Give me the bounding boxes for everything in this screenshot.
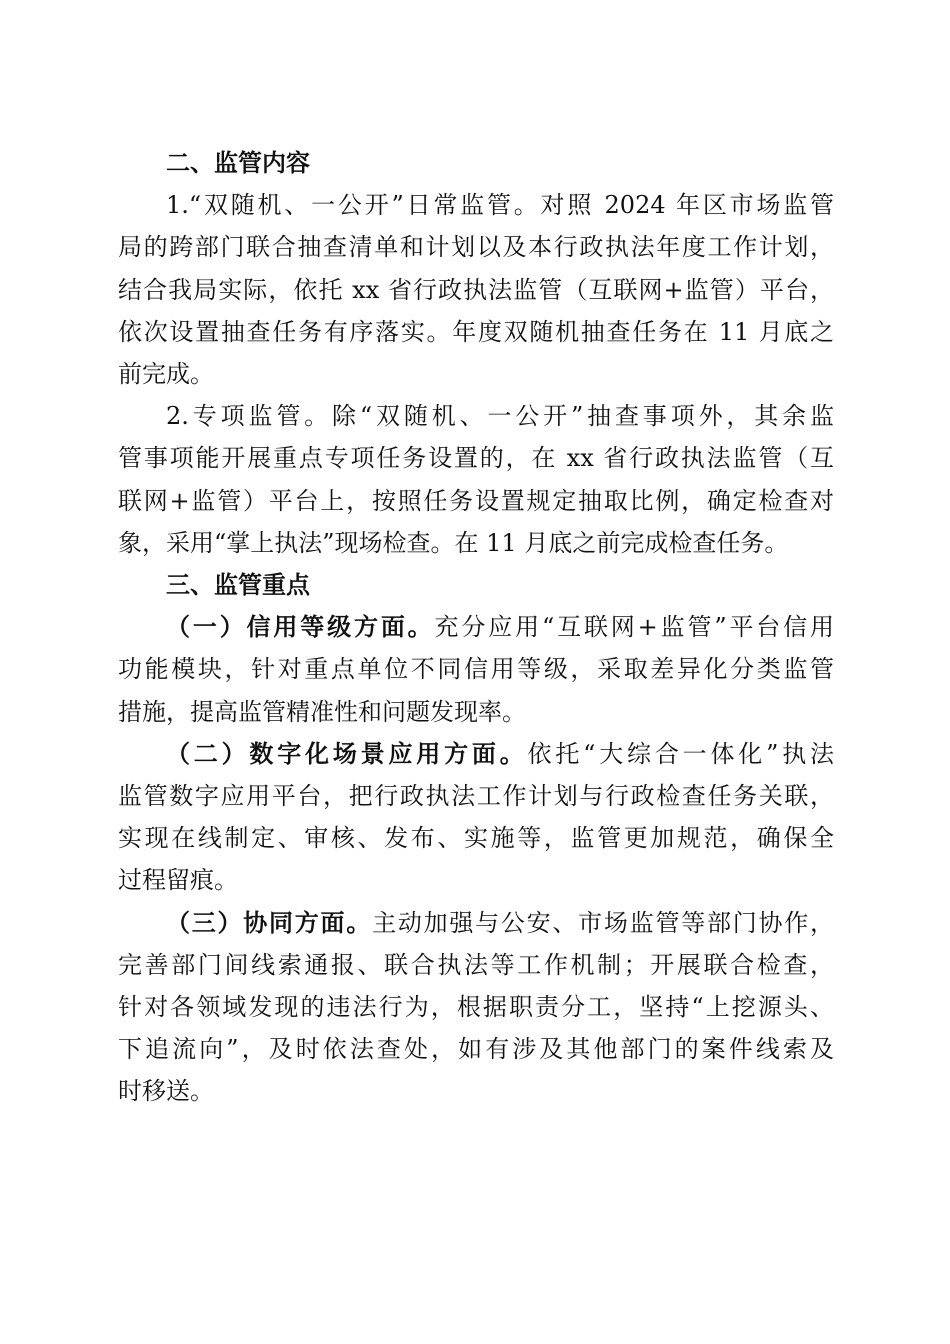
text-line: 过程留痕。 [118,866,238,895]
text-line [118,902,834,944]
section-heading-content: 二、监管内容 [166,149,310,177]
paragraph-digital-scenario [118,733,834,902]
paragraph-lead: （二）数字化场景应用方面。 [166,739,528,768]
text-line [118,733,834,775]
section-heading-focus: 三、监管重点 [166,571,310,600]
text-run: 依托“大综合一体化”执法 [527,739,835,768]
paragraph-lead: （一）信用等级方面。 [166,613,435,642]
text-line: 局的跨部门联合抽查清单和计划以及本行政执法年度工作计划， [118,233,834,262]
text-line: 联网+监管）平台上，按照任务设置规定抽取比例，确定检查对 [118,486,834,515]
paragraph-collaboration [118,902,834,1113]
text-line: 依次设置抽查任务有序落实。年度双随机抽查任务在 11 月底之 [118,317,834,346]
text-line: 结合我局实际，依托 xx 省行政执法监管（互联网+监管）平台， [118,275,834,304]
paragraph-special-supervision [118,395,834,564]
text-line: 措施，提高监管精准性和问题发现率。 [118,697,526,726]
text-line: 功能模块，针对重点单位不同信用等级，采取差异化分类监管 [118,655,834,684]
text-line: 针对各领域发现的违法行为，根据职责分工，坚持“上挖源头、 [118,993,834,1022]
text-line: 象，采用“掌上执法”现场检查。在 11 月底之前完成检查任务。 [118,528,789,557]
paragraph-daily-supervision [118,184,834,395]
text-line: 下追流向”，及时依法查处，如有涉及其他部门的案件线索及 [118,1035,834,1064]
text-line [118,606,834,648]
document-body [118,142,834,1113]
text-run: 主动加强与公安、市场监管等部门协作， [372,908,835,937]
text-line: 管事项能开展重点专项任务设置的，在 xx 省行政执法监管（互 [118,444,834,473]
text-line: 前完成。 [118,360,214,389]
paragraph-credit-level [118,606,834,733]
text-line: 监管数字应用平台，把行政执法工作计划与行政检查任务关联， [118,782,834,811]
text-line: 时移送。 [118,1077,214,1106]
paragraph-lead: （三）协同方面。 [166,908,373,937]
text-line: 完善部门间线索通报、联合执法等工作机制；开展联合检查， [118,950,834,979]
text-line: 实现在线制定、审核、发布、实施等，监管更加规范，确保全 [118,824,834,853]
text-run: 充分应用“互联网+监管”平台信用 [434,613,835,642]
text-line: 2.专项监管。除“双随机、一公开”抽查事项外，其余监 [166,402,834,431]
text-line: 1.“双随机、一公开”日常监管。对照 2024 年区市场监管 [166,191,834,220]
